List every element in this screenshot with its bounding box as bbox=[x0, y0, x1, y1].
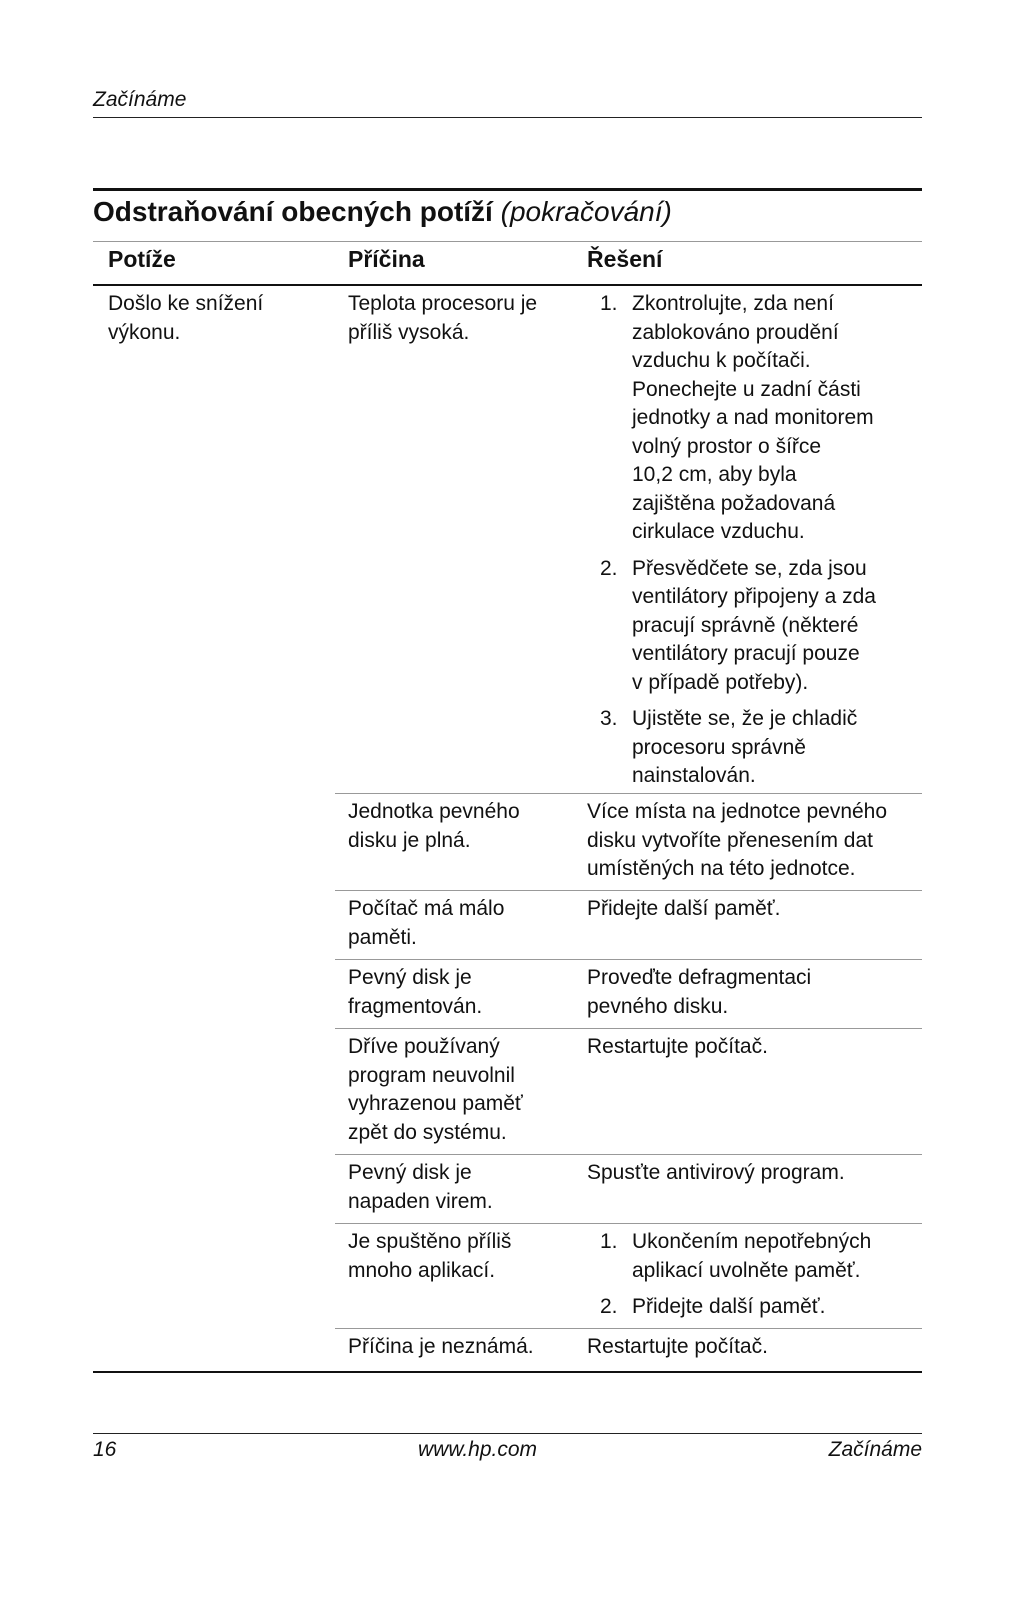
row-divider bbox=[335, 890, 922, 891]
solution-cell: Restartujte počítač. bbox=[587, 1335, 768, 1358]
solution-cell: Přidejte další paměť. bbox=[587, 897, 781, 920]
table-title-sub: (pokračování) bbox=[500, 196, 672, 227]
solution-step: 2. Přesvědčete se, zda jsou ventilátory připojeny a zda pracují správně (některé ventilátory pracují pouze v případě potřeby). bbox=[600, 556, 876, 694]
row-divider bbox=[335, 1154, 922, 1155]
cause-cell: Pevný disk je napaden virem. bbox=[348, 1161, 493, 1213]
header-rule bbox=[93, 117, 922, 118]
row-divider bbox=[335, 959, 922, 960]
row-divider bbox=[335, 793, 922, 794]
solution-cell: Spusťte antivirový program. bbox=[587, 1161, 845, 1184]
footer-rule bbox=[93, 1433, 922, 1434]
solution-steps bbox=[600, 290, 918, 791]
solution-step: 1. Zkontrolujte, zda není zablokováno proudění vzduchu k počítači. Ponechejte u zadní části jednotky a nad monitorem volný prostor o šířce 10,2 cm, aby byla zajištěna požadovaná cirkulace vzduchu. bbox=[600, 292, 874, 543]
footer-url: www.hp.com bbox=[418, 1438, 538, 1461]
table-title bbox=[93, 196, 672, 228]
running-header: Začínáme bbox=[93, 88, 187, 111]
title-underline bbox=[93, 241, 922, 242]
column-header-cause: Příčina bbox=[348, 246, 425, 272]
row-divider bbox=[335, 1328, 922, 1329]
cause-cell: Dříve používaný program neuvolnil vyhrazenou paměť zpět do systému. bbox=[348, 1035, 523, 1144]
column-header-problem: Potíže bbox=[108, 246, 176, 272]
cause-cell: Příčina je neznámá. bbox=[348, 1335, 534, 1358]
solution-cell: Proveďte defragmentaci pevného disku. bbox=[587, 966, 812, 1018]
title-rule bbox=[93, 188, 922, 191]
solution-cell: Více místa na jednotce pevného disku vytvoříte přenesením dat umístěných na této jednotce. bbox=[587, 800, 888, 880]
solution-step: 1. Ukončením nepotřebných aplikací uvolněte paměť. bbox=[600, 1230, 872, 1282]
solution-step: 3. Ujistěte se, že je chladič procesoru správně nainstalován. bbox=[600, 707, 858, 787]
cause-cell: Je spuštěno příliš mnoho aplikací. bbox=[348, 1230, 512, 1282]
table-bottom-rule bbox=[93, 1371, 922, 1373]
problem-cell: Došlo ke snížení výkonu. bbox=[108, 292, 264, 344]
page-number: 16 bbox=[93, 1438, 117, 1461]
solution-steps bbox=[600, 1228, 918, 1322]
cause-cell: Pevný disk je fragmentován. bbox=[348, 966, 483, 1018]
solution-cell: Restartujte počítač. bbox=[587, 1035, 768, 1058]
solution-step: 2. Přidejte další paměť. bbox=[600, 1295, 826, 1318]
cause-cell: Jednotka pevného disku je plná. bbox=[348, 800, 520, 852]
cause-cell: Počítač má málo paměti. bbox=[348, 897, 505, 949]
column-header-solution: Řešení bbox=[587, 246, 663, 272]
footer-section: Začínáme bbox=[828, 1438, 922, 1461]
row-divider bbox=[335, 1028, 922, 1029]
row-divider bbox=[335, 1223, 922, 1224]
cause-cell: Teplota procesoru je příliš vysoká. bbox=[348, 292, 538, 344]
table-title-main: Odstraňování obecných potíží bbox=[93, 196, 493, 227]
header-row-rule bbox=[93, 284, 922, 286]
